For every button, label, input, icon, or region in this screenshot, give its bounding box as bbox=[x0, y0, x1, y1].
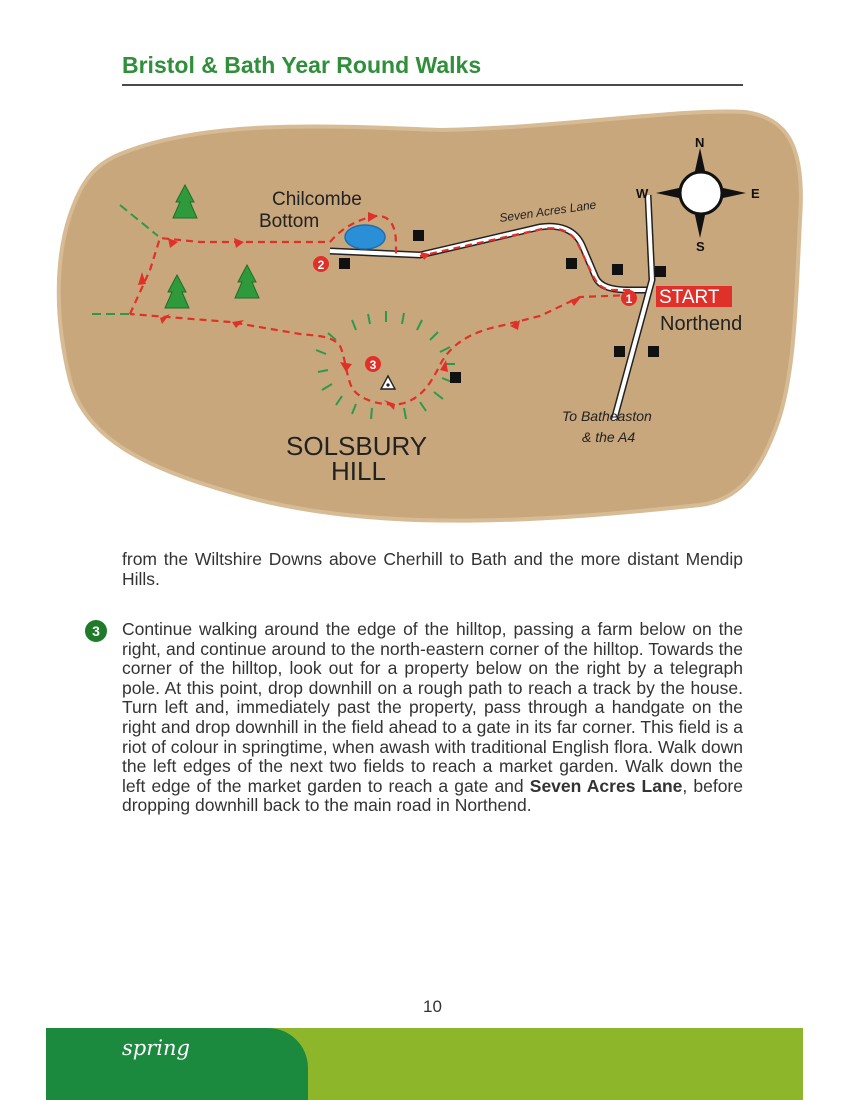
header-rule bbox=[122, 84, 743, 86]
svg-text:2: 2 bbox=[317, 258, 325, 272]
marker-3 bbox=[365, 356, 381, 372]
chilcombe-pond bbox=[345, 225, 385, 249]
route-map bbox=[0, 100, 850, 540]
compass-w: W bbox=[636, 186, 649, 201]
label-seven-acres: Seven Acres Lane bbox=[498, 197, 598, 225]
page-number: 10 bbox=[423, 997, 442, 1016]
start-label: START bbox=[659, 287, 720, 308]
label-a4: & the A4 bbox=[582, 429, 636, 445]
marker-1 bbox=[621, 290, 637, 306]
marker-2 bbox=[313, 256, 329, 272]
season-label: spring bbox=[122, 1036, 190, 1060]
label-northend: Northend bbox=[660, 313, 743, 335]
step-3-badge: 3 bbox=[85, 620, 107, 642]
label-hill: HILL bbox=[331, 456, 386, 486]
svg-text:1: 1 bbox=[625, 292, 633, 306]
svg-text:3: 3 bbox=[369, 358, 377, 372]
continued-paragraph: from the Wiltshire Downs above Cherhill to Bath and the more distant Mendip Hills. bbox=[122, 549, 743, 589]
compass-e: E bbox=[751, 186, 760, 201]
label-bottom: Bottom bbox=[259, 211, 320, 232]
step-3-paragraph bbox=[122, 620, 743, 816]
step-3-text: Continue walking around the edge of the hilltop, passing a farm below on the right, and continue around to the north-eastern corner of the hilltop. Towards the corner of the hilltop, look out for a property below on the right by a telegraph pole. At this point, drop downhill on a rough path to reach a track by the house. Turn left and, immediately past the property, pass through a handgate on the right and drop downhill in the field ahead to a gate in its far corner. This field is a riot of colour in springtime, when awash with traditional English flora. Walk down the left edges of the next two fields to reach a market garden. Walk down the left edge of the market garden to reach a gate and bbox=[122, 619, 743, 796]
header-title: Bristol & Bath Year Round Walks bbox=[122, 52, 482, 78]
compass-s: S bbox=[696, 239, 705, 254]
seven-acres-lane-bold: Seven Acres Lane bbox=[529, 775, 683, 796]
label-batheaston: To Batheaston bbox=[562, 408, 652, 424]
label-chilcombe: Chilcombe bbox=[272, 189, 362, 210]
compass-n: N bbox=[695, 135, 705, 150]
label-solsbury: SOLSBURY bbox=[286, 431, 428, 461]
step-3-text-end: , before dropping downhill back to the main road in Northend. bbox=[122, 775, 743, 816]
